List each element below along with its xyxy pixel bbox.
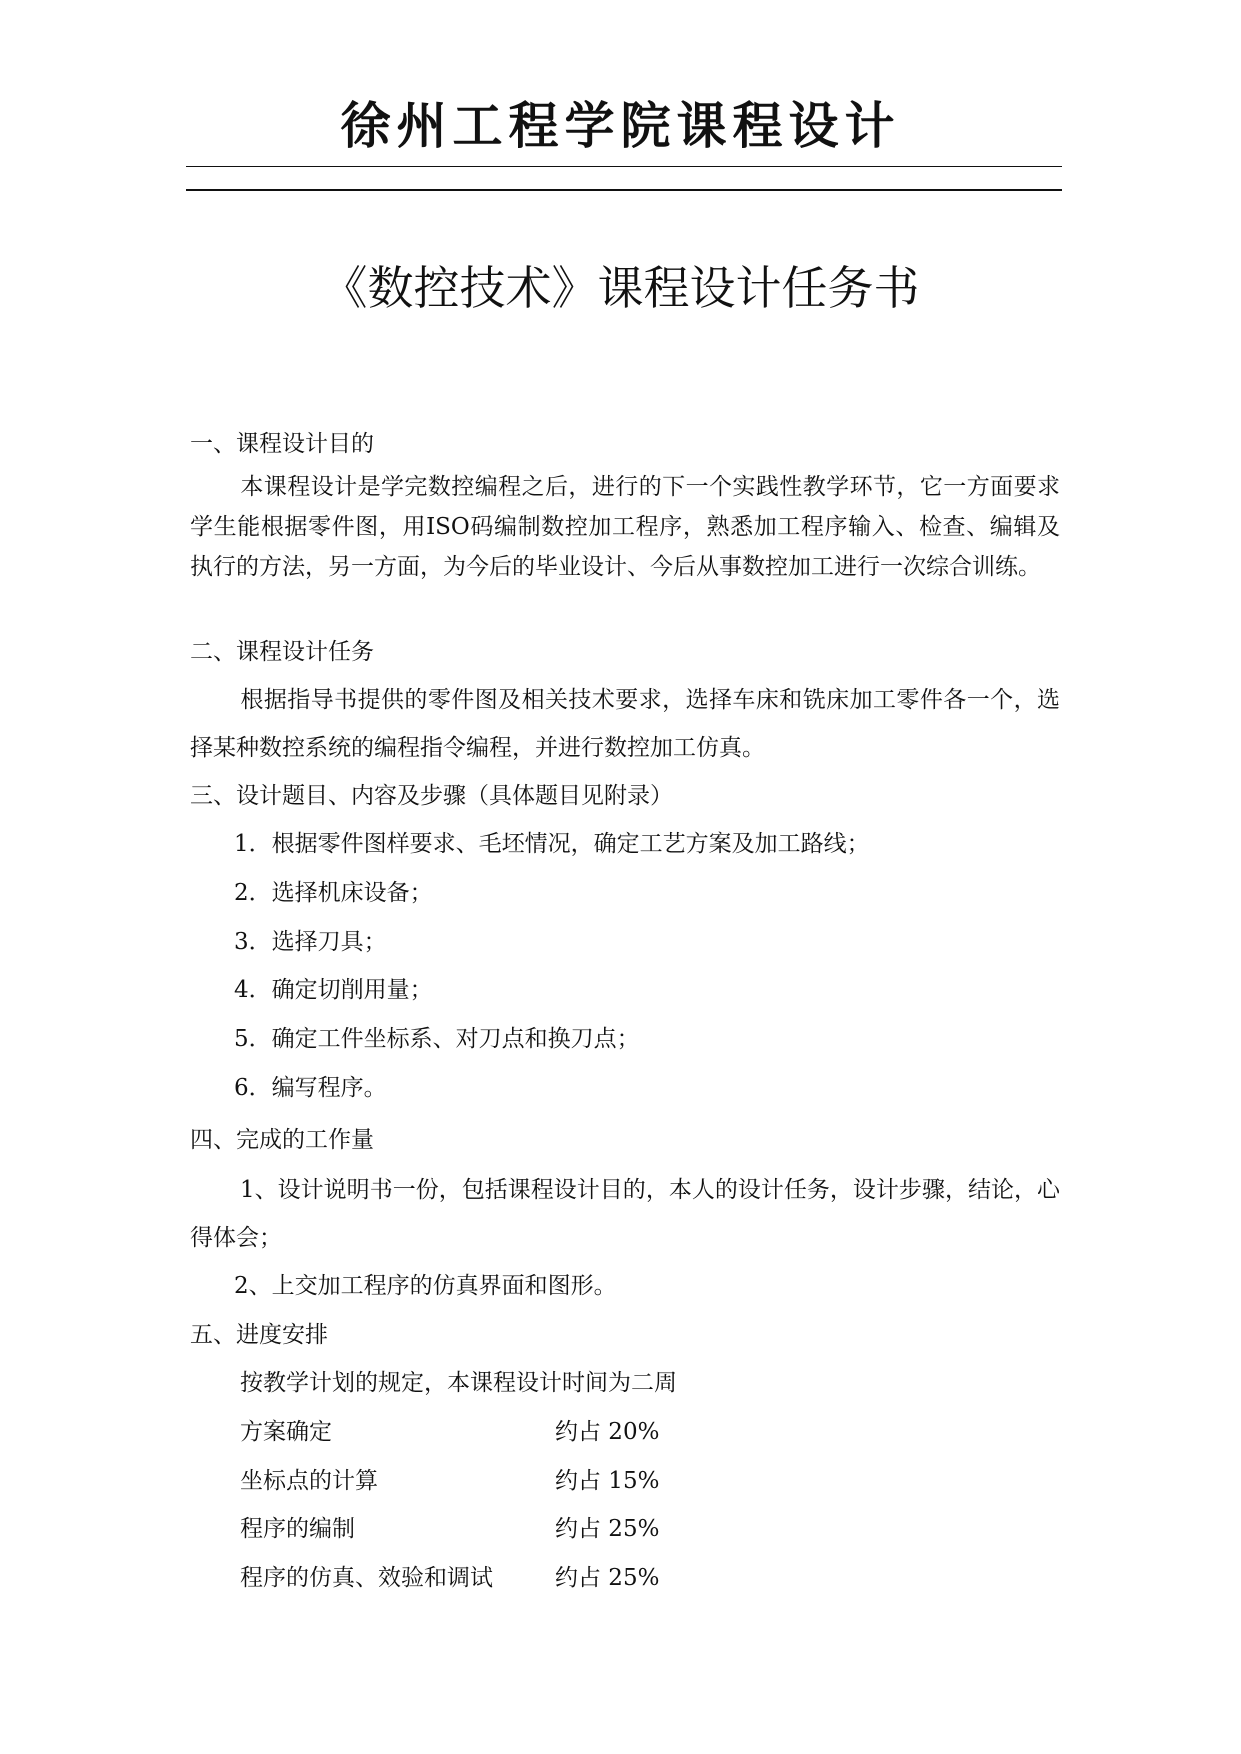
workload-item-1 — [190, 1166, 1060, 1262]
section-heading-purpose: 一、课程设计目的 — [190, 431, 374, 457]
institution-header-title: 徐州工程学院课程设计 — [340, 96, 901, 155]
section-heading-workload: 四、完成的工作量 — [190, 1127, 374, 1153]
section-heading-schedule: 五、进度安排 — [190, 1322, 328, 1348]
header-rule-thin — [186, 166, 1062, 167]
step-item: 5．确定工件坐标系、对刀点和换刀点； — [234, 1026, 640, 1052]
schedule-intro: 按教学计划的规定，本课程设计时间为二周 — [240, 1370, 677, 1396]
step-item: 4．确定切削用量； — [234, 977, 433, 1003]
section-heading-content: 三、设计题目、内容及步骤（具体题目见附录） — [190, 783, 673, 809]
section-body-purpose — [190, 467, 1060, 587]
step-item: 3．选择刀具； — [234, 929, 387, 955]
header-rule-thick — [186, 189, 1062, 191]
purpose-text: 本课程设计是学完数控编程之后，进行的下一个实践性教学环节，它一方面要求学生能根据零件图，用ISO码编制数控加工程序，熟悉加工程序输入、检查、编辑及执行的方法，另一方面，为今后的毕业设计、今后从事数控加工进行一次综合训练。 — [190, 474, 1060, 580]
schedule-row-label: 方案确定 — [240, 1419, 332, 1445]
schedule-row-value: 约占 25% — [555, 1565, 660, 1591]
schedule-row-value: 约占 15% — [555, 1468, 660, 1494]
workload-item-1-text: 1、设计说明书一份，包括课程设计目的，本人的设计任务，设计步骤，结论，心得体会； — [190, 1177, 1060, 1251]
task-text: 根据指导书提供的零件图及相关技术要求，选择车床和铣床加工零件各一个，选择某种数控系统的编程指令编程，并进行数控加工仿真。 — [190, 687, 1060, 761]
schedule-row-value: 约占 25% — [555, 1516, 660, 1542]
section-heading-task: 二、课程设计任务 — [190, 639, 374, 665]
step-item: 1．根据零件图样要求、毛坯情况，确定工艺方案及加工路线； — [234, 831, 870, 857]
schedule-row-label: 坐标点的计算 — [240, 1468, 378, 1494]
step-item: 6．编写程序。 — [234, 1075, 387, 1101]
schedule-row-label: 程序的编制 — [240, 1516, 355, 1542]
workload-item-2: 2、上交加工程序的仿真界面和图形。 — [234, 1273, 617, 1299]
schedule-row-label: 程序的仿真、效验和调试 — [240, 1565, 493, 1591]
document-title: 《数控技术》课程设计任务书 — [321, 261, 920, 315]
step-item: 2．选择机床设备； — [234, 880, 433, 906]
schedule-row-value: 约占 20% — [555, 1419, 660, 1445]
section-body-task — [190, 676, 1060, 772]
